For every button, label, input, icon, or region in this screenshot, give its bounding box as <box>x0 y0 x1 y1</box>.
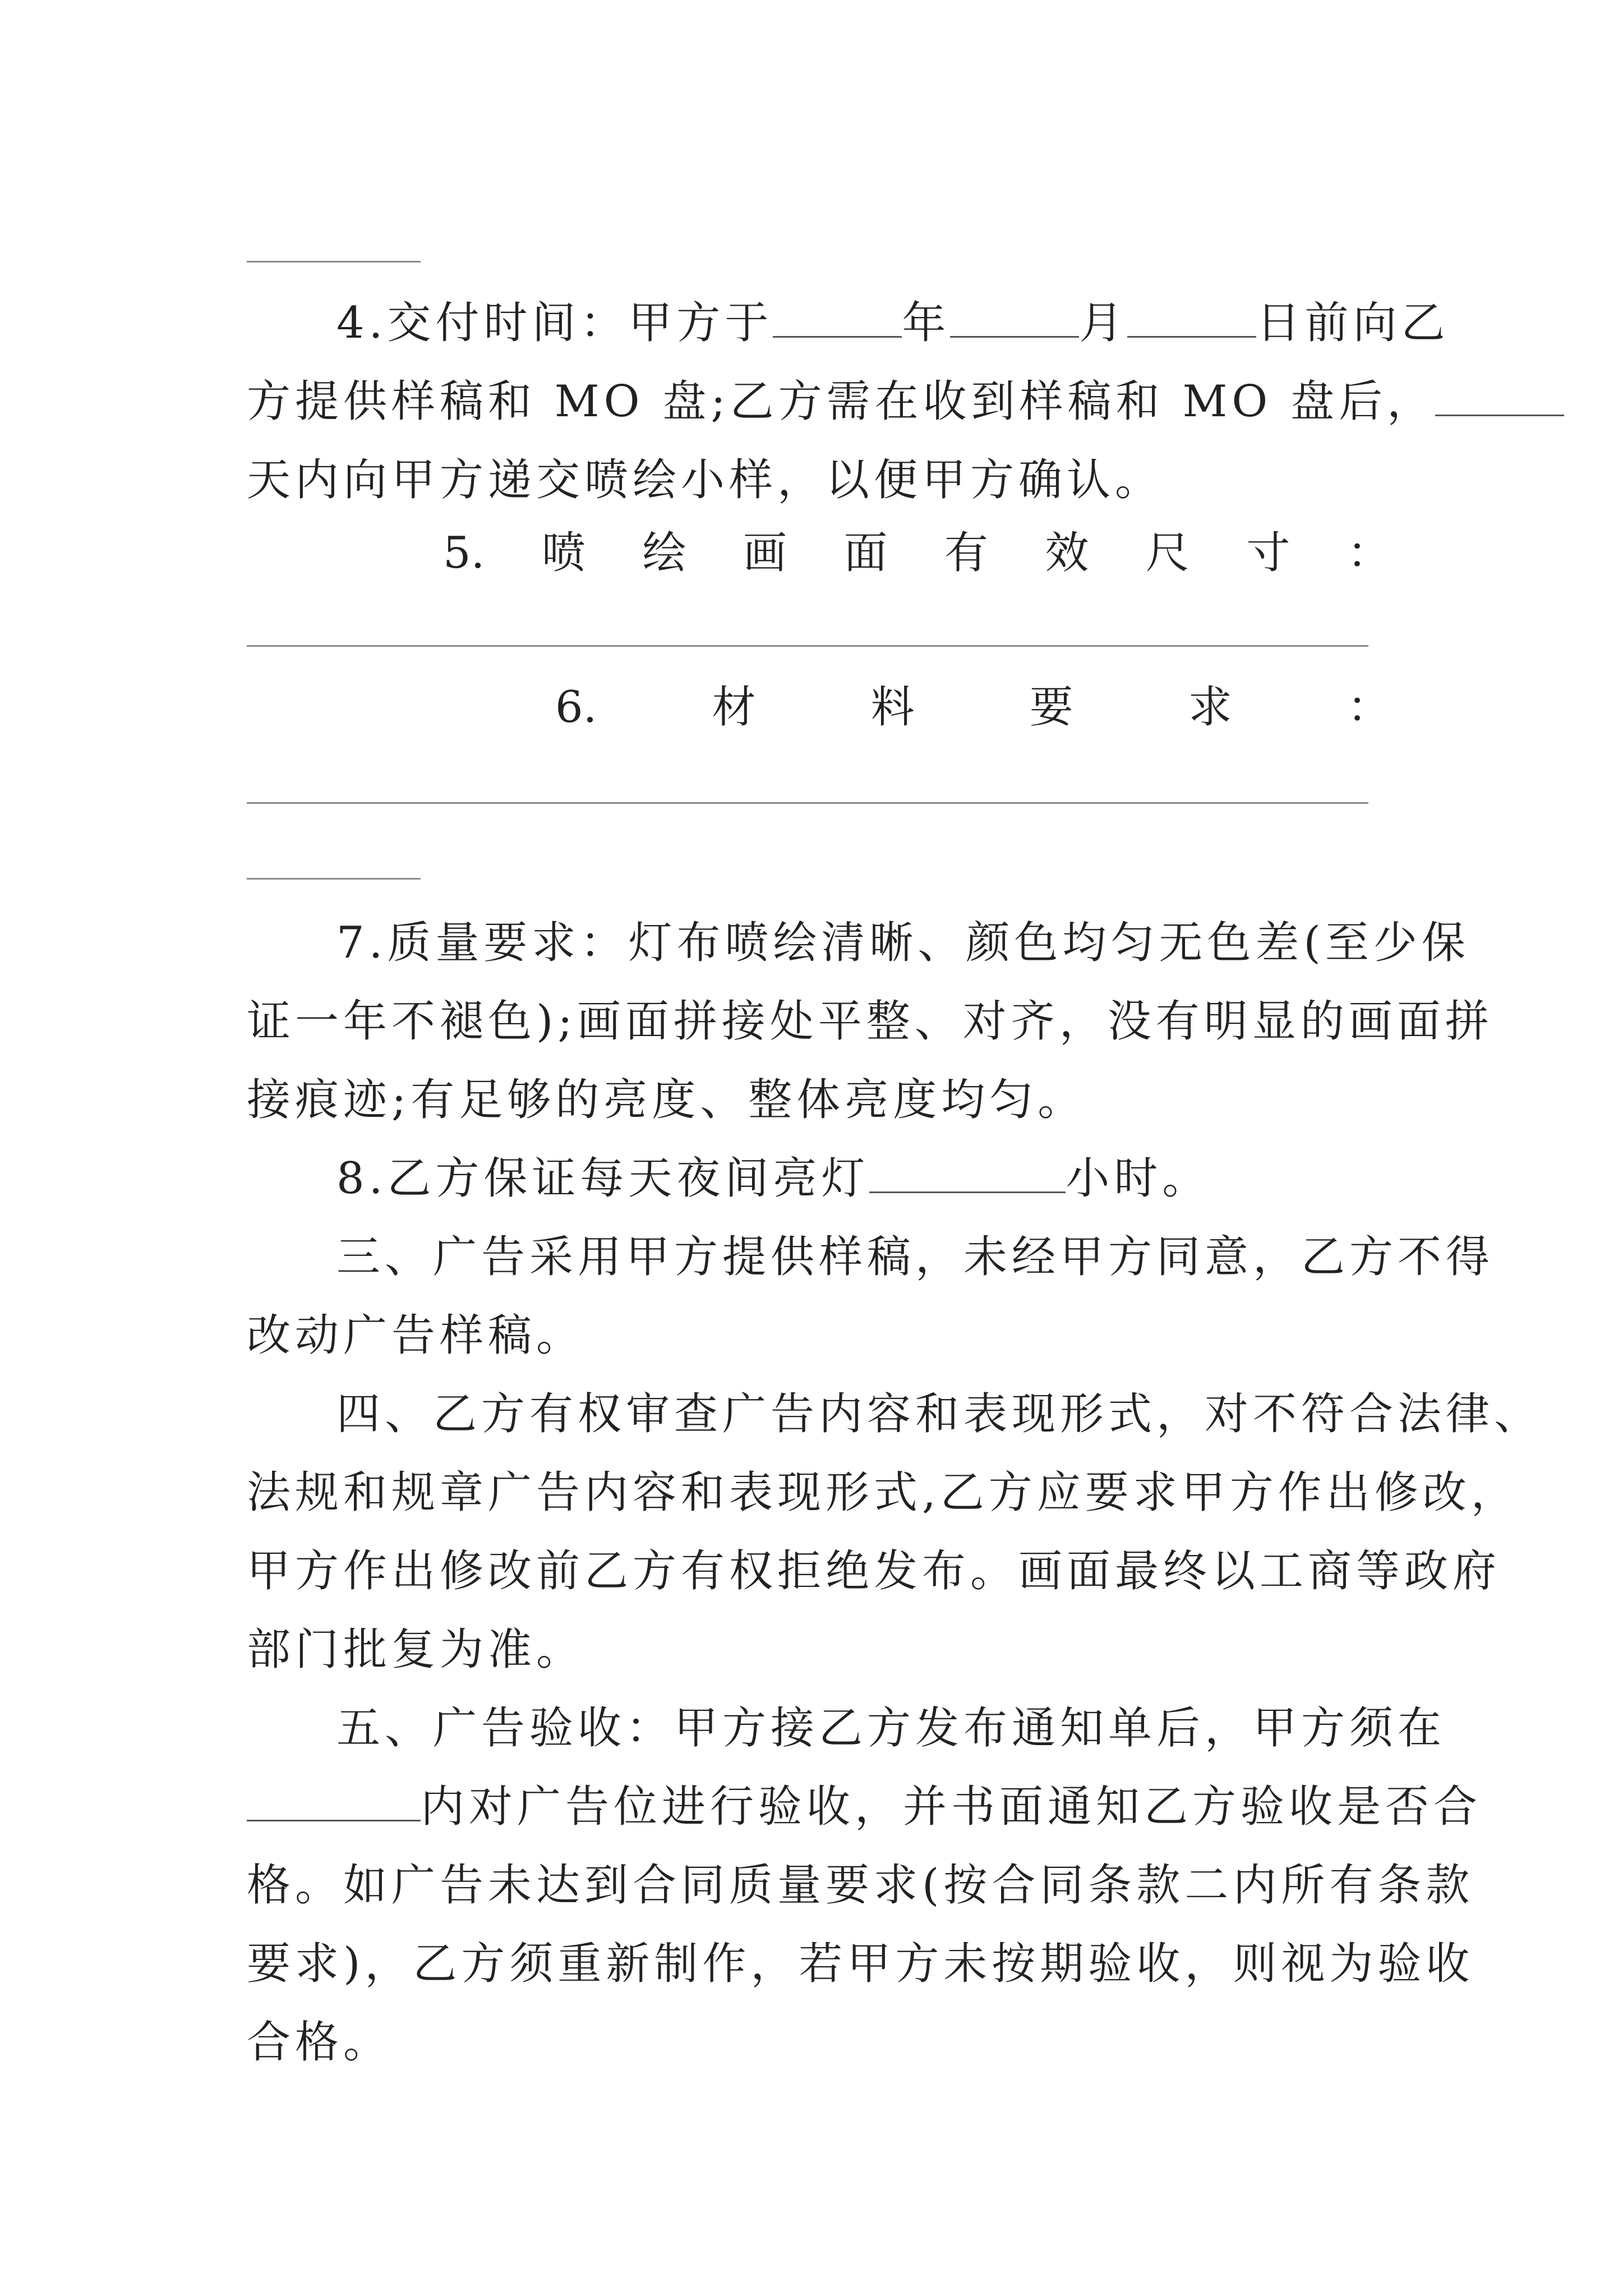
day-blank <box>1127 298 1256 338</box>
section3-line2: 改动广告样稿。 <box>247 1310 585 1361</box>
item6-blank-line <box>247 802 1368 804</box>
item6-line: 6. 材 料 要 求 ： <box>555 682 1391 733</box>
section5-line4: 要求)，乙方须重新制作，若甲方未按期验收，则视为验收 <box>247 1939 1474 1989</box>
section4-line4: 部门批复为准。 <box>247 1625 585 1675</box>
item4-label: 4.交付时间：甲方于 <box>336 298 773 348</box>
item5-line: 5. 喷 绘 画 面 有 效 尺 寸 ： <box>443 528 1391 578</box>
section5-line3: 格。如广告未达到合同质量要求(按合同条款二内所有条款 <box>247 1860 1474 1911</box>
section3-line1: 三、广告采用甲方提供样稿，未经甲方同意，乙方不得 <box>336 1232 1495 1282</box>
item5-blank-line <box>247 645 1368 647</box>
blank-line-top <box>247 261 421 263</box>
hours-blank <box>869 1153 1066 1193</box>
item7-line2: 证一年不褪色);画面拼接处平整、对齐，没有明显的画面拼 <box>247 996 1493 1047</box>
section4-line3: 甲方作出修改前乙方有权拒绝发布。画面最终以工商等政府 <box>247 1546 1501 1596</box>
item4-line1: 4.交付时间：甲方于 年 月 日前向乙 <box>336 298 1450 348</box>
item6-blank-line-short <box>247 878 421 880</box>
section5-line1: 五、广告验收：甲方接乙方发布通知单后，甲方须在 <box>336 1703 1446 1754</box>
section5-line2: 内对广告位进行验收，并书面通知乙方验收是否合 <box>247 1770 1391 1844</box>
item7-line1: 7.质量要求：灯布喷绘清晰、颜色均匀无色差(至少保 <box>336 918 1470 968</box>
month-blank <box>950 298 1079 338</box>
item4-line3: 天内向甲方递交喷绘小样，以便甲方确认。 <box>247 455 1164 505</box>
year-blank <box>773 298 902 338</box>
item4-line2: 方提供样稿和 MO 盘;乙方需在收到样稿和 MO 盘后， <box>247 365 1391 439</box>
section5-line5: 合格。 <box>247 2017 392 2068</box>
section4-line1: 四、乙方有权审查广告内容和表现形式，对不符合法律、 <box>336 1389 1543 1439</box>
inspection-period-blank <box>247 1782 421 1821</box>
item7-line3: 接痕迹;有足够的亮度、整体亮度均匀。 <box>247 1075 1086 1125</box>
section4-line2: 法规和规章广告内容和表现形式,乙方应要求甲方作出修改， <box>247 1467 1519 1518</box>
days-blank <box>1435 376 1564 416</box>
item8-line: 8.乙方保证每天夜间亮灯 小时。 <box>336 1153 1211 1204</box>
